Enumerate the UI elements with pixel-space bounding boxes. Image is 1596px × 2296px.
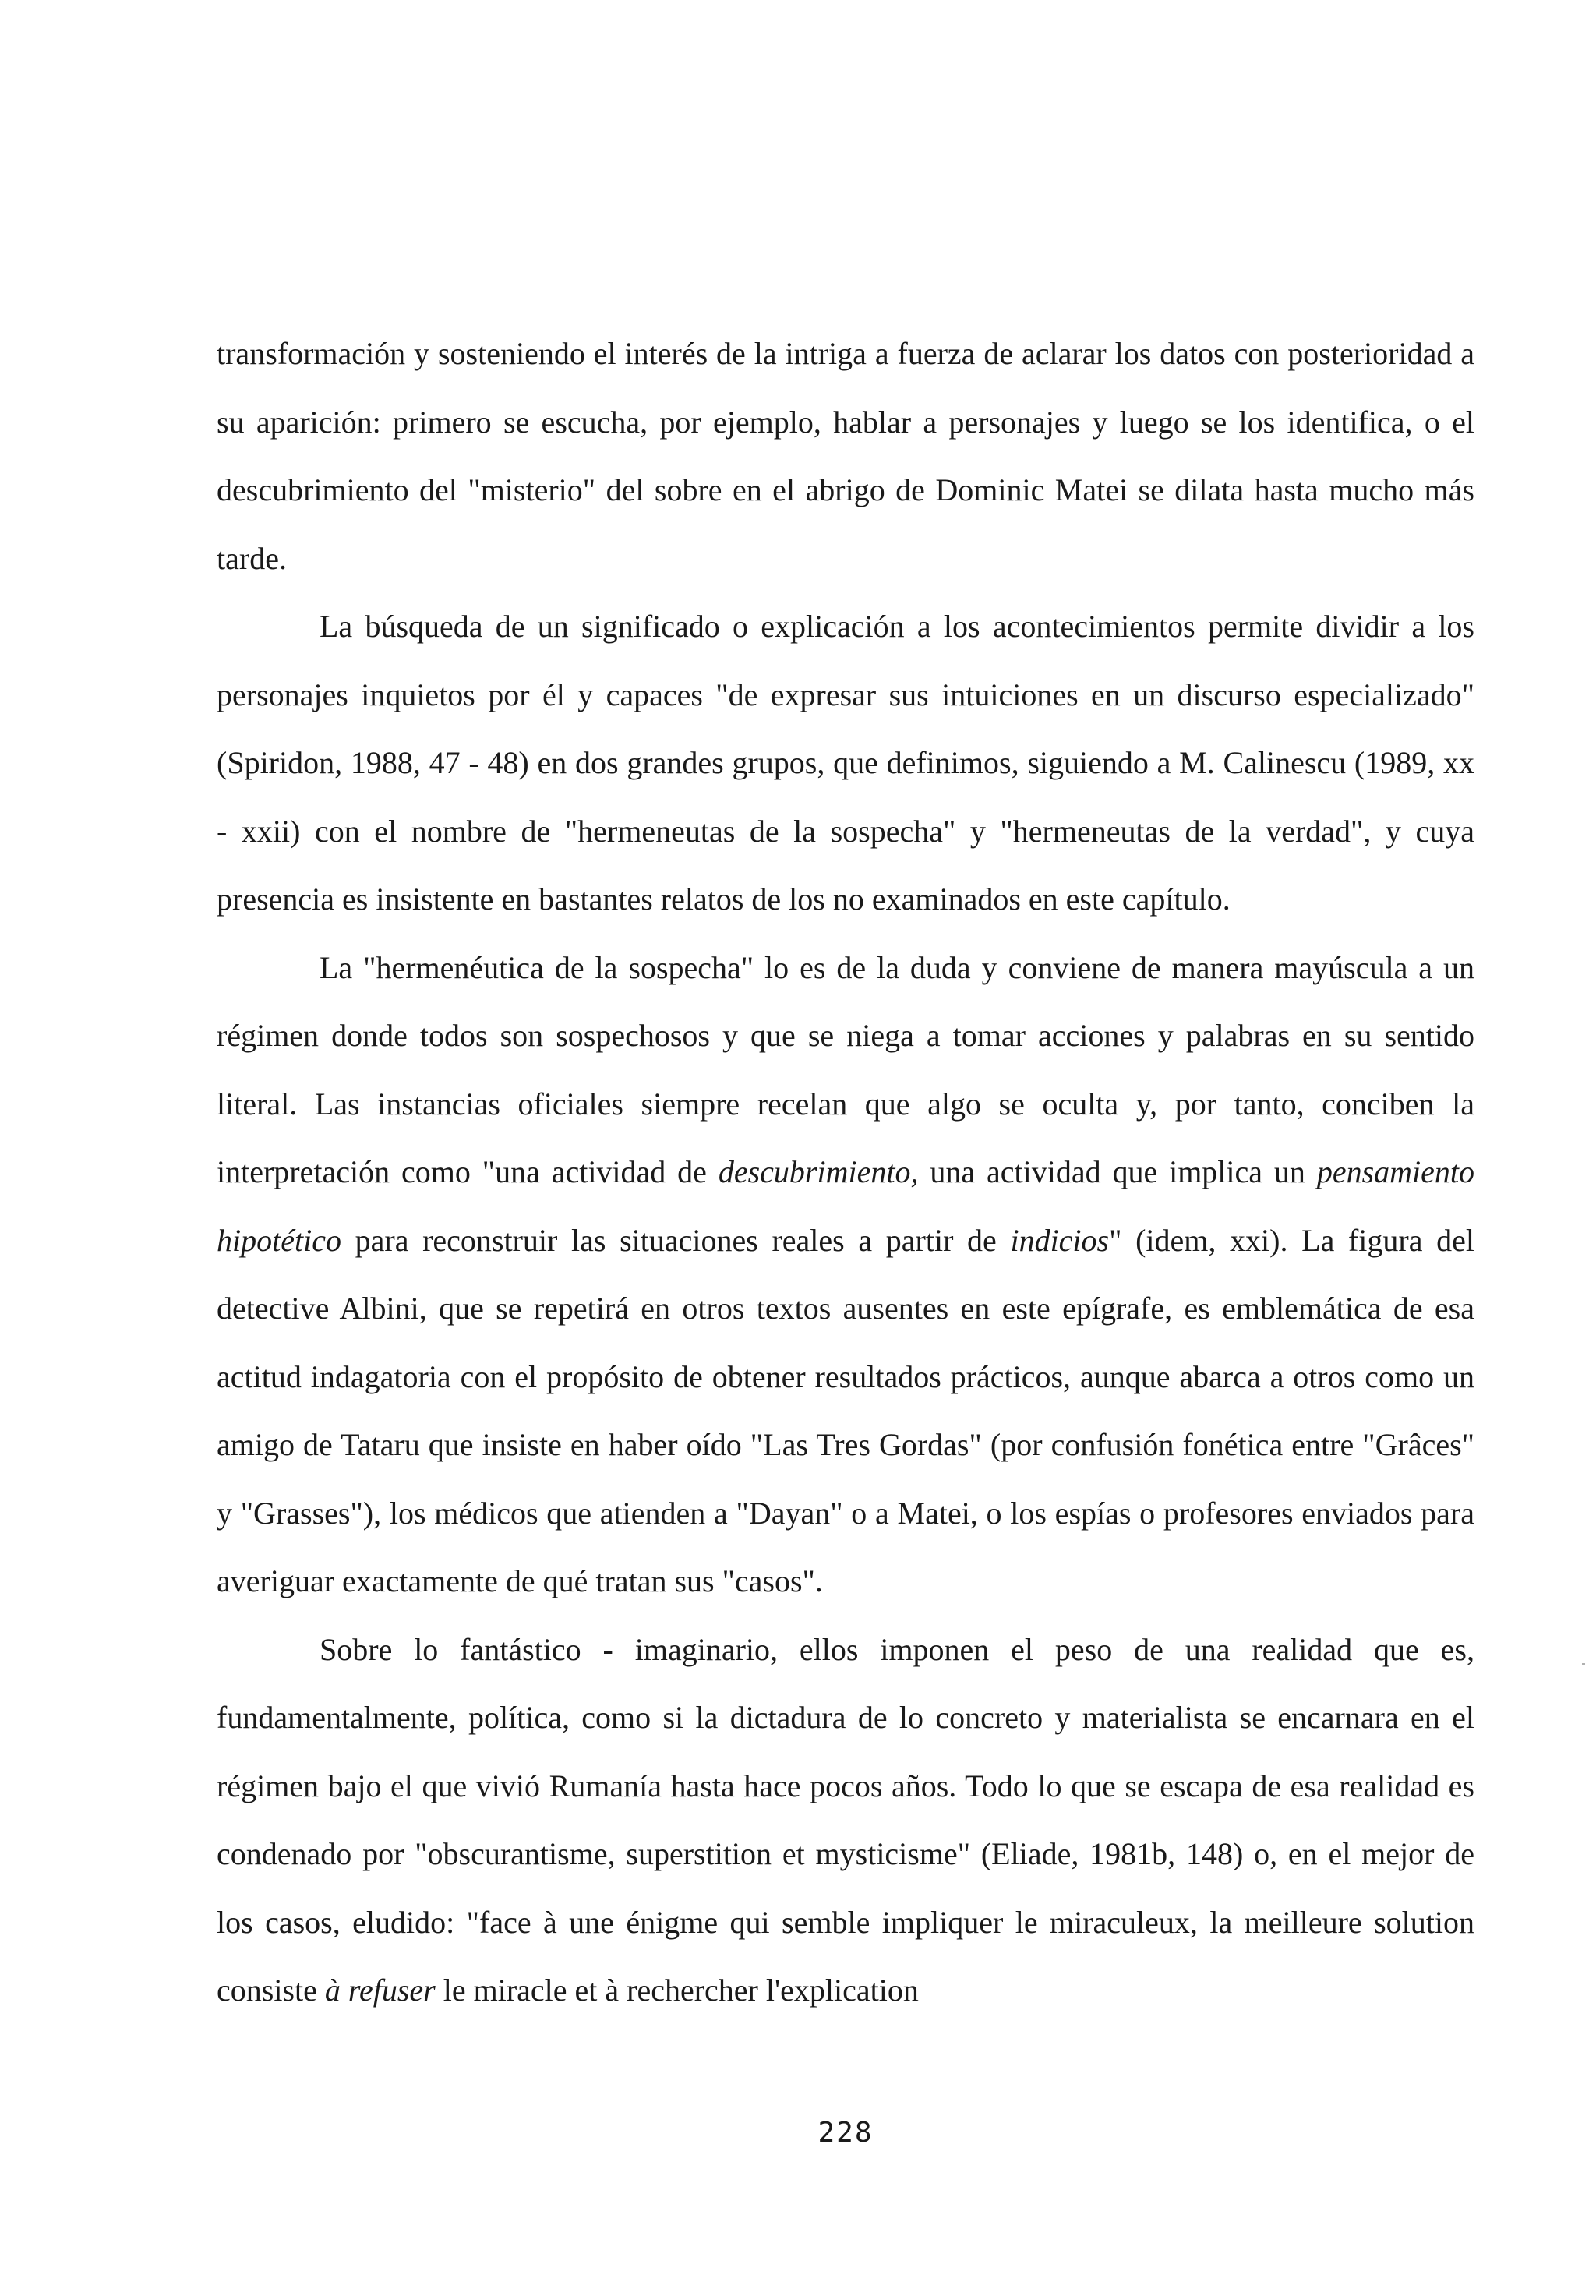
paragraph-4-text-a: Sobre lo fantástico - imaginario, ellos imponen el peso de una realidad que es, fundamentalmente, política, como si la dictadura de lo concreto y materialista se encarnara en el régimen bajo el que vivió Rumanía hasta hace pocos años. Todo lo que se escapa de esa realidad es condenado por "obscurantisme, superstition et mysticisme" (Eliade, 1981b, 148) o, en el mejor de los casos, eludido: "face à une énigme qui semble impliquer le miraculeux, la meilleure solution consiste: [217, 1631, 1474, 2008]
paragraph-3-text-d: " (idem, xxi). La figura del detective Albini, que se repetirá en otros textos ausentes en este epígrafe, es emblemática de esa actitud indagatoria con el propósito de obtener resultados prácticos, aunque abarca a otros como un amigo de Tataru que insiste en haber oído "Las Tres Gordas" (por confusión fonética entre "Grâces" y "Grasses"), los médicos que atienden a "Dayan" o a Matei, o los espías o profesores enviados para averiguar exactamente de qué tratan sus "casos".: [217, 1222, 1474, 1598]
paragraph-1: [217, 320, 1474, 592]
paragraph-2-text: La búsqueda de un significado o explicación a los acontecimientos permite dividir a los personajes inquietos por él y capaces "de expresar sus intuiciones en un discurso especializado" (Spiridon, 1988, 47 - 48) en dos grandes grupos, que definimos, siguiendo a M. Calinescu (1989, xx - xxii) con el nombre de "hermeneutas de la sospecha" y "hermeneutas de la verdad", y cuya presencia es insistente en bastantes relatos de los no examinados en este capítulo.: [217, 609, 1474, 917]
paragraph-3-text-b: una actividad que implica un: [918, 1154, 1317, 1189]
page-number: 228: [817, 2117, 874, 2149]
paragraph-3-italic-indicios: indicios: [1010, 1222, 1110, 1258]
paragraph-3: [217, 934, 1474, 1616]
margin-mark: [1582, 1663, 1585, 1665]
paragraph-3-italic-pensamiento: pensamiento hipotético: [217, 1154, 1474, 1258]
paragraph-4: [217, 1616, 1474, 2025]
paragraph-3-text-c: para reconstruir las situaciones reales a partir de: [341, 1222, 1011, 1258]
paragraph-3-text-a: La "hermenéutica de la sospecha" lo es de la duda y conviene de manera mayúscula a un régimen donde todos son sospechosos y que se niega a tomar acciones y palabras en su sentido literal. Las instancias oficiales siempre recelan que algo se oculta y, por tanto, conciben la interpretación como "una actividad de: [217, 949, 1474, 1189]
paragraph-4-text-b: le miracle et à rechercher l'explication: [435, 1973, 919, 2008]
paragraph-4-italic-refuser: à refuser: [324, 1973, 436, 2008]
body-text: [217, 320, 1474, 2025]
paragraph-1-text: transformación y sosteniendo el interés de la intriga a fuerza de aclarar los datos con posterioridad a su aparición: primero se escucha, por ejemplo, hablar a personajes y luego se los identifica, o el descubrimiento del "misterio" del sobre en el abrigo de Dominic Matei se dilata hasta mucho más tarde.: [217, 336, 1474, 576]
paragraph-3-italic-descubrimiento: descubrimiento,: [718, 1154, 919, 1189]
paragraph-2: [217, 592, 1474, 934]
